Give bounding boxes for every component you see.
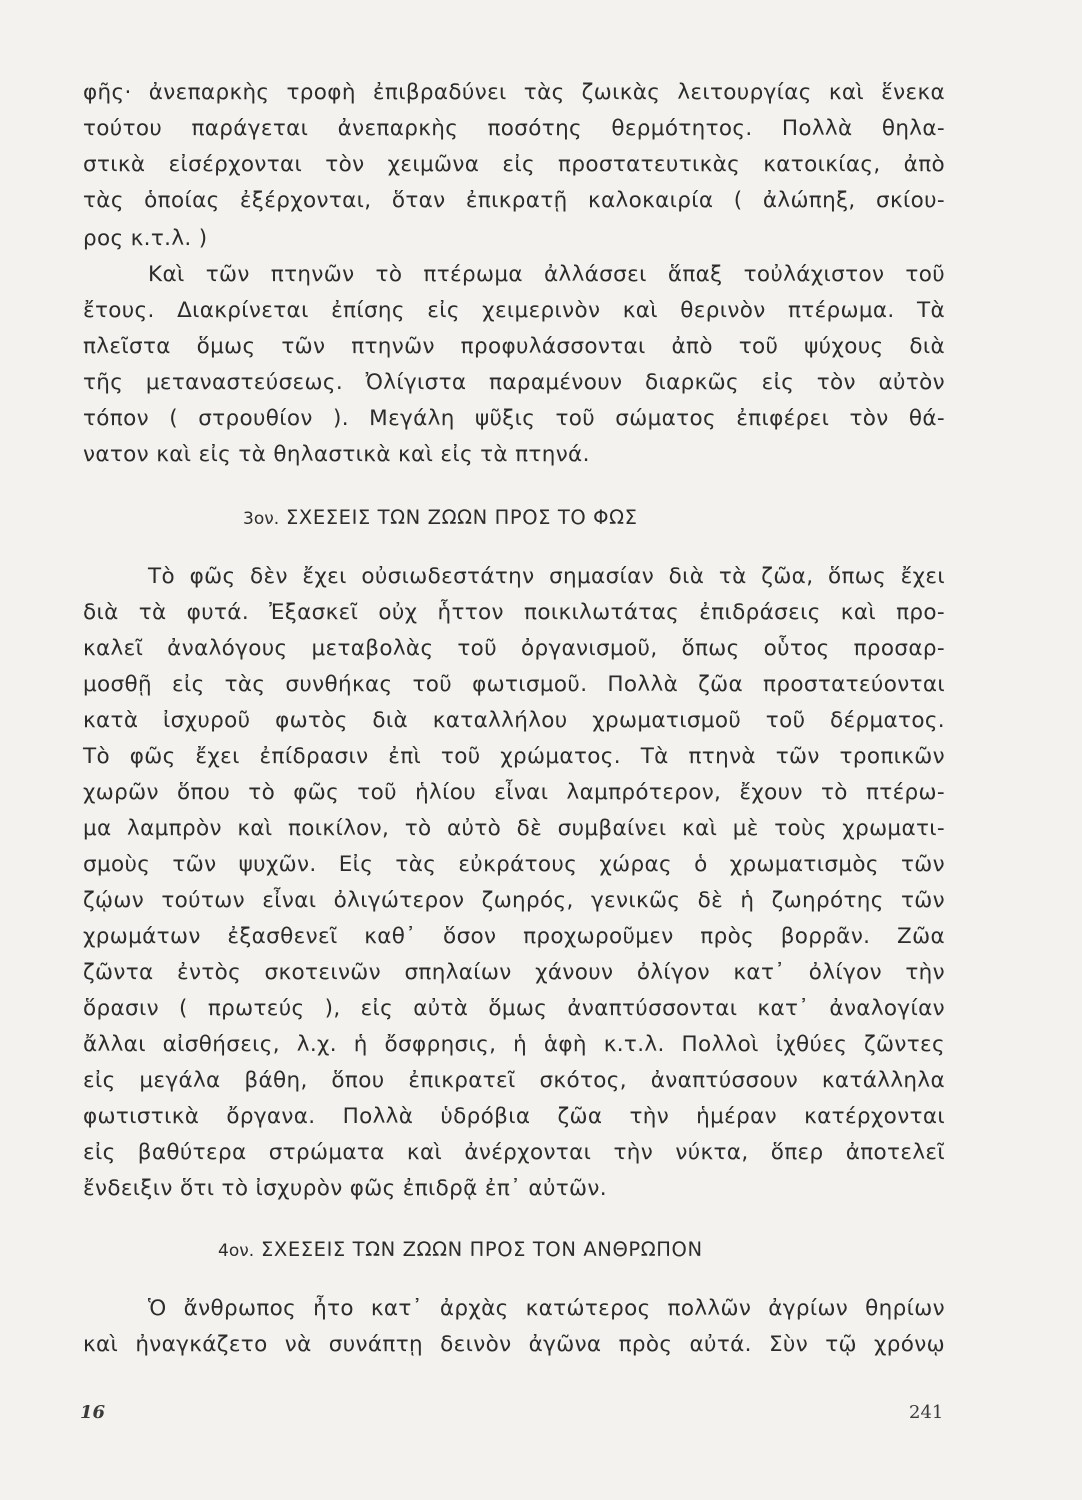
text-line: χρωμάτων ἐξασθενεῖ καθ᾽ ὅσον προχωροῦμεν πρὸς βορρᾶν. Ζῶα: [83, 924, 945, 949]
section-title: ΣΧΕΣΕΙΣ ΤΩΝ ΖΩΩΝ ΠΡΟΣ ΤΟ ΦΩΣ: [285, 506, 638, 529]
text-line: τὰς ὁποίας ἐξέρχονται, ὅταν ἐπικρατῇ καλοκαιρία ( ἀλώπηξ, σκίου-: [83, 188, 945, 213]
text-line: ρος κ.τ.λ. ): [83, 226, 208, 251]
text-line: εἰς βαθύτερα στρώματα καὶ ἀνέρχονται τὴν νύκτα, ὅπερ ἀποτελεῖ: [83, 1140, 945, 1165]
printer-signature: 16: [80, 1402, 106, 1423]
section-number: 4ον.: [218, 1241, 255, 1261]
text-line: πλεῖστα ὅμως τῶν πτηνῶν προφυλάσσονται ἀπὸ τοῦ ψύχους διὰ: [83, 334, 945, 359]
text-line: φωτιστικὰ ὄργανα. Πολλὰ ὑδρόβια ζῶα τὴν ἡμέραν κατέρχονται: [83, 1104, 945, 1129]
text-line: Ὁ ἄνθρωπος ἦτο κατ᾽ ἀρχὰς κατώτερος πολλῶν ἀγρίων θηρίων: [148, 1296, 945, 1321]
text-line: διὰ τὰ φυτά. Ἐξασκεῖ οὐχ ἧττον ποικιλωτάτας ἐπιδράσεις καὶ προ-: [83, 600, 945, 625]
text-line: Τὸ φῶς ἔχει ἐπίδρασιν ἐπὶ τοῦ χρώματος. Τὰ πτηνὰ τῶν τροπικῶν: [83, 744, 945, 769]
text-line: ἔνδειξιν ὅτι τὸ ἰσχυρὸν φῶς ἐπιδρᾷ ἐπ᾽ αὐτῶν.: [83, 1176, 607, 1201]
section-number: 3ον.: [243, 509, 280, 529]
page-number: 241: [909, 1402, 944, 1423]
text-line: νατον καὶ εἰς τὰ θηλαστικὰ καὶ εἰς τὰ πτηνά.: [83, 442, 590, 467]
section-title: ΣΧΕΣΕΙΣ ΤΩΝ ΖΩΩΝ ΠΡΟΣ ΤΟΝ ΑΝΘΡΩΠΟΝ: [260, 1238, 703, 1261]
text-line: χωρῶν ὅπου τὸ φῶς τοῦ ἡλίου εἶναι λαμπρότερον, ἔχουν τὸ πτέρω-: [83, 780, 945, 805]
text-line: ἄλλαι αἰσθήσεις, λ.χ. ἡ ὄσφρησις, ἡ ἁφὴ κ.τ.λ. Πολλοὶ ἰχθύες ζῶντες: [83, 1032, 945, 1057]
text-line: ζῴων τούτων εἶναι ὀλιγώτερον ζωηρός, γενικῶς δὲ ἡ ζωηρότης τῶν: [83, 888, 945, 913]
text-line: τούτου παράγεται ἀνεπαρκὴς ποσότης θερμότητος. Πολλὰ θηλα-: [83, 116, 945, 141]
text-line: τῆς μεταναστεύσεως. Ὀλίγιστα παραμένουν διαρκῶς εἰς τὸν αὐτὸν: [83, 370, 945, 395]
section-heading: [243, 508, 638, 528]
text-line: Καὶ τῶν πτηνῶν τὸ πτέρωμα ἀλλάσσει ἅπαξ τοὐλάχιστον τοῦ: [148, 262, 945, 287]
text-line: μοσθῇ εἰς τὰς συνθήκας τοῦ φωτισμοῦ. Πολλὰ ζῶα προστατεύονται: [83, 672, 945, 697]
section-heading: [218, 1240, 703, 1260]
text-line: τόπον ( στρουθίον ). Μεγάλη ψῦξις τοῦ σώματος ἐπιφέρει τὸν θά-: [83, 406, 945, 431]
text-line: εἰς μεγάλα βάθη, ὅπου ἐπικρατεῖ σκότος, ἀναπτύσσουν κατάλληλα: [83, 1068, 945, 1093]
text-line: καὶ ἠναγκάζετο νὰ συνάπτῃ δεινὸν ἀγῶνα πρὸς αὐτά. Σὺν τῷ χρόνῳ: [83, 1332, 945, 1357]
text-line: μα λαμπρὸν καὶ ποικίλον, τὸ αὐτὸ δὲ συμβαίνει καὶ μὲ τοὺς χρωματι-: [83, 816, 945, 841]
text-line: κατὰ ἰσχυροῦ φωτὸς διὰ καταλλήλου χρωματισμοῦ τοῦ δέρματος.: [83, 708, 945, 733]
text-line: Τὸ φῶς δὲν ἔχει οὐσιωδεστάτην σημασίαν διὰ τὰ ζῶα, ὅπως ἔχει: [148, 564, 945, 589]
text-line: καλεῖ ἀναλόγους μεταβολὰς τοῦ ὀργανισμοῦ, ὅπως οὗτος προσαρ-: [83, 636, 945, 661]
text-line: ὅρασιν ( πρωτεύς ), εἰς αὐτὰ ὅμως ἀναπτύσσονται κατ᾽ ἀναλογίαν: [83, 996, 945, 1021]
text-line: στικὰ εἰσέρχονται τὸν χειμῶνα εἰς προστατευτικὰς κατοικίας, ἀπὸ: [83, 152, 945, 177]
text-line: ζῶντα ἐντὸς σκοτεινῶν σπηλαίων χάνουν ὀλίγον κατ᾽ ὀλίγον τὴν: [83, 960, 945, 985]
text-line: σμοὺς τῶν ψυχῶν. Εἰς τὰς εὐκράτους χώρας ὁ χρωματισμὸς τῶν: [83, 852, 945, 877]
text-line: φῆς· ἀνεπαρκὴς τροφὴ ἐπιβραδύνει τὰς ζωικὰς λειτουργίας καὶ ἕνεκα: [83, 80, 945, 105]
text-line: ἔτους. Διακρίνεται ἐπίσης εἰς χειμερινὸν καὶ θερινὸν πτέρωμα. Τὰ: [83, 298, 945, 323]
